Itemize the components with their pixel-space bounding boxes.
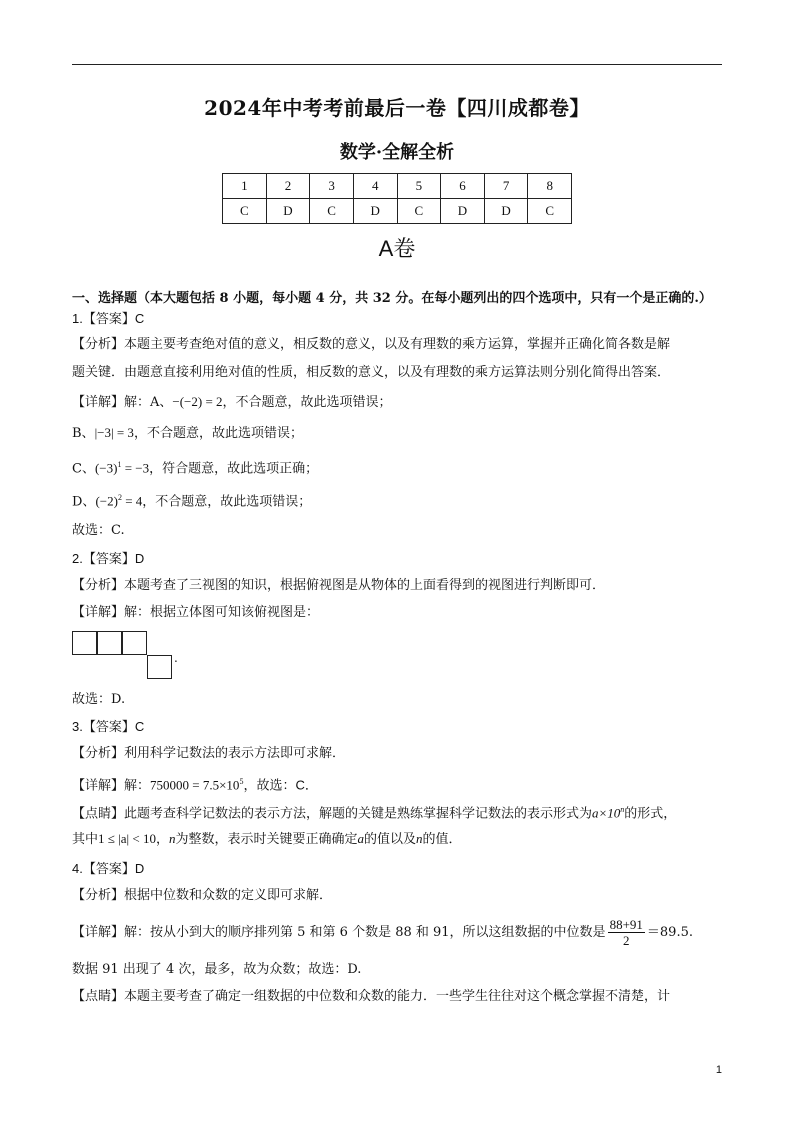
q3-comment-1-math-base: a×10	[592, 805, 621, 821]
q2-answer: 2.【答案】D	[72, 551, 145, 566]
q3-comment-2-n: n	[168, 831, 176, 846]
q1-detail-b	[72, 424, 732, 443]
q3-comment-2-prefix: 其中	[72, 832, 99, 847]
q3-detail-choice: C	[295, 777, 305, 793]
q3-detail-prefix: 【详解】解：	[72, 778, 151, 794]
q1-detail-d	[72, 489, 732, 511]
answer-table	[222, 173, 572, 224]
q1-detail-a-math: −(−2) = 2	[172, 394, 223, 409]
answer-table-number-cell: 2	[266, 174, 310, 199]
page-title: 2024年中考考前最后一卷【四川成都卷】	[204, 96, 590, 120]
answer-table-row-answers	[223, 199, 572, 224]
q1-detail-c-math-base: (−3)	[94, 460, 118, 476]
q1-detail-d-math-rest: = 4	[121, 493, 143, 509]
q1-detail-c-suffix: ，符合题意，故此选项正确；	[149, 461, 319, 477]
answer-table-answer-cell: D	[266, 199, 310, 224]
q4-detail	[72, 916, 732, 950]
q2-figure-cell	[97, 631, 122, 655]
q3-detail	[72, 773, 732, 795]
q3-comment-2-end: 的值．	[422, 832, 462, 847]
q4-median-fraction	[608, 917, 645, 948]
q4-detail-prefix: 【详解】解：按从小到大的顺序排列第 5 和第 6 个数是 88 和 91，所以这组数据的中位数是	[72, 925, 606, 940]
answer-table-number-cell: 6	[441, 174, 485, 199]
q3-detail-math-base: 750000 = 7.5×10	[150, 777, 240, 793]
q3-comment-2-mid1: ，	[155, 832, 169, 847]
answer-table-row-numbers	[223, 174, 572, 199]
answer-table-answer-cell: D	[441, 199, 485, 224]
q4-detail-line-2: 数据 91 出现了 4 次，最多，故为众数；故选：D.	[72, 962, 362, 977]
q2-figure-cell	[72, 631, 97, 655]
q1-answer: 1.【答案】C	[72, 311, 145, 326]
q2-choice: 故选：D.	[72, 692, 126, 707]
q3-detail-math-exp: 5	[239, 777, 244, 786]
q3-comment-1-suffix: 的形式，	[624, 806, 677, 822]
q1-detail-d-prefix: D、	[72, 494, 96, 510]
q3-analysis: 【分析】利用科学记数法的表示方法即可求解．	[72, 746, 346, 761]
answer-table-number-cell: 1	[223, 174, 267, 199]
answer-table-answer-cell: C	[223, 199, 267, 224]
q2-analysis: 【分析】本题考查了三视图的知识，根据俯视图是从物体的上面看得到的视图进行判断即可．	[72, 578, 606, 593]
q2-figure-period: .	[174, 651, 178, 665]
q1-detail-b-suffix: ，不合题意，故此选项错误；	[133, 426, 303, 441]
q3-comment-2-n2: n	[416, 831, 423, 846]
q3-detail-end: ．	[304, 778, 318, 794]
answer-table-answer-cell: C	[528, 199, 572, 224]
q1-detail-a	[72, 393, 732, 412]
q3-comment-line-2	[72, 830, 732, 849]
q3-comment-line-1	[72, 801, 732, 823]
q3-comment-2-math: 1 ≤ |a| < 10	[98, 831, 156, 846]
q1-detail-c-prefix: C、	[72, 461, 95, 477]
q1-analysis-line-1: 【分析】本题主要考查绝对值的意义，相反数的意义，以及有理数的乘方运算，掌握并正确化简各数是解	[72, 337, 671, 352]
part-heading: 一、选择题（本大题包括 8 小题，每小题 4 分，共 32 分。在每小题列出的四个选项中，只有一个是正确的.）	[72, 291, 712, 306]
q3-comment-2-mid2: 为整数，表示时关键要正确确定	[175, 832, 358, 847]
q4-answer: 4.【答案】D	[72, 861, 145, 876]
q1-detail-a-suffix: ，不合题意，故此选项错误；	[222, 395, 392, 410]
answer-table-number-cell: 7	[484, 174, 528, 199]
q4-analysis: 【分析】根据中位数和众数的定义即可求解．	[72, 888, 333, 903]
answer-table-number-cell: 5	[397, 174, 441, 199]
answer-table-number-cell: 8	[528, 174, 572, 199]
q2-detail: 【详解】解：根据立体图可知该俯视图是：	[72, 605, 320, 620]
q1-detail-b-prefix: B、	[72, 426, 95, 441]
page-subtitle: 数学·全解全析	[339, 142, 455, 163]
q1-detail-b-math: |−3| = 3	[94, 425, 134, 440]
q2-figure-cell	[147, 655, 172, 679]
q1-detail-d-suffix: ，不合题意，故此选项错误；	[142, 494, 312, 510]
q2-top-view-figure	[72, 631, 182, 681]
page-number: 1	[715, 1064, 722, 1076]
q3-comment-2-mid3: 的值以及	[364, 832, 417, 847]
answer-table-answer-cell: C	[397, 199, 441, 224]
q2-figure-cell	[122, 631, 147, 655]
q4-detail-suffix: ＝89.5.	[646, 925, 693, 940]
q3-answer: 3.【答案】C	[72, 719, 145, 734]
answer-table-answer-cell: C	[310, 199, 354, 224]
q1-detail-c	[72, 456, 732, 478]
section-title: A卷	[378, 236, 416, 261]
answer-table-answer-cell: D	[353, 199, 397, 224]
q4-fraction-denominator: 2	[622, 933, 630, 948]
q3-comment-1-prefix: 【点睛】此题考查科学记数法的表示方法，解题的关键是熟练掌握科学记数法的表示形式为	[72, 806, 593, 822]
header-rule	[72, 64, 722, 65]
answer-table-number-cell: 3	[310, 174, 354, 199]
q1-detail-c-math-exp: 1	[117, 460, 122, 469]
q1-choice: 故选：C.	[72, 523, 125, 538]
q1-detail-a-prefix: 【详解】解：A、	[72, 395, 173, 410]
q1-analysis-line-2: 题关键．由题意直接利用绝对值的性质，相反数的意义，以及有理数的乘方运算法则分别化简得出答案．	[72, 365, 671, 380]
q4-fraction-numerator: 88+91	[609, 917, 643, 932]
q1-detail-d-math-base: (−2)	[95, 493, 118, 509]
q1-detail-c-math-rest: = −3	[121, 460, 150, 476]
q3-comment-2-a: a	[357, 831, 364, 846]
q4-comment: 【点睛】本题主要考查了确定一组数据的中位数和众数的能力．一些学生往往对这个概念掌握不清楚，计	[72, 989, 671, 1004]
answer-table-answer-cell: D	[484, 199, 528, 224]
q1-detail-d-math-exp: 2	[117, 493, 122, 502]
q3-comment-1-math-exp: n	[620, 805, 625, 814]
q3-detail-suffix: ，故选：	[243, 778, 296, 794]
answer-table-number-cell: 4	[353, 174, 397, 199]
